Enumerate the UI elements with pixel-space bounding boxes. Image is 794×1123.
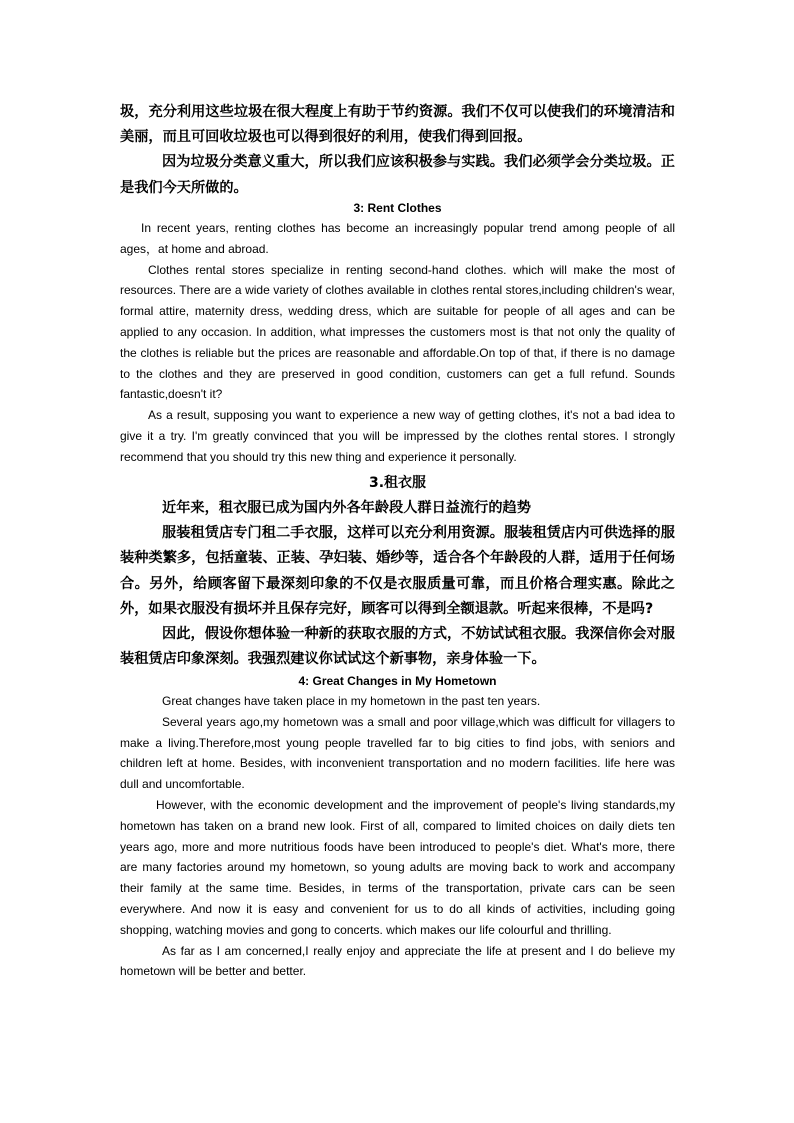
paragraph: Clothes rental stores specialize in renting second-hand clothes. which will make the most of resources. There are a wide variety of clothes available in clothes rental stores,including children's wear, formal attire, maternity dress, wedding dress, which are suitable for people of all ages and can be applied to any occasion. In addition, what impresses the customers most is that not only the quality of the clothes is reliable but the prices are reasonable and affordable.On top of that, if there is no damage to the clothes and they are preserved in good condition, customers can get a full refund. Sounds fantastic,doesn't it? bbox=[120, 262, 675, 402]
paragraph: In recent years, renting clothes has become an increasingly popular trend among people of all ages，at home and abroad. bbox=[120, 221, 675, 256]
paragraph: However, with the economic development and the improvement of people's living standards,my hometown has taken on a brand new look. First of all, compared to limited choices on daily diets ten years ago, more and more nutritious foods have been introduced to people's diet. What's more, there are many factories around my hometown, so young adults are moving back to work and accompany their family at the same time. Besides, in terms of the transportation, private cars can be seen everywhere. And now it is easy and convenient for us to do all kinds of activities, including going shopping, watching movies and gong to concerts. which makes our life colourful and thrilling. bbox=[120, 797, 675, 937]
section-heading-rent-clothes-cn: 3.租衣服 bbox=[368, 475, 427, 491]
paragraph: Great changes have taken place in my hometown in the past ten years. bbox=[162, 694, 541, 708]
paragraph: 服装租赁店专门租二手衣服，这样可以充分利用资源。服装租赁店内可供选择的服装种类繁多，包括童装、正装、孕妇装、婚纱等，适合各个年龄段的人群，适用于任何场合。另外，给顾客留下最深刻印象的不仅是衣服质量可靠，而且价格合理实惠。除此之外，如果衣服没有损坏并且保存完好，顾客可以得到全额退款。听起来很棒，不是吗? bbox=[120, 525, 675, 617]
section-heading-great-changes: 4: Great Changes in My Hometown bbox=[298, 674, 497, 688]
rent-clothes-en-section bbox=[120, 218, 675, 468]
paragraph: Several years ago,my hometown was a small and poor village,which was difficult for villagers to make a living.Therefore,most young people travelled far to big cities to find jobs, with seniors and children left at home. Besides, with inconvenient transportation and no modern facilities. life here was dull and uncomfortable. bbox=[120, 714, 675, 792]
paragraph: 因此，假设你想体验一种新的获取衣服的方式，不妨试试租衣服。我深信你会对服装租赁店印象深刻。我强烈建议你试试这个新事物，亲身体验一下。 bbox=[120, 626, 675, 668]
paragraph: As far as I am concerned,I really enjoy and appreciate the life at present and I do believe my hometown will be better and better. bbox=[120, 943, 675, 979]
garbage-sorting-cn-section bbox=[120, 100, 675, 201]
paragraph: As a result, supposing you want to experience a new way of getting clothes, it's not a bad idea to give it a try. I'm greatly convinced that you will be impressed by the clothes rental stores. I strongly recommend that you should try this new thing and experience it personally. bbox=[120, 408, 675, 464]
great-changes-en-section bbox=[120, 691, 675, 982]
paragraph: 因为垃圾分类意义重大，所以我们应该积极参与实践。我们必须学会分类垃圾。正是我们今天所做的。 bbox=[120, 154, 675, 196]
paragraph: 圾，充分利用这些垃圾在很大程度上有助于节约资源。我们不仅可以使我们的环境清洁和美丽，而且可回收垃圾也可以得到很好的利用，使我们得到回报。 bbox=[120, 104, 675, 146]
paragraph: 近年来，租衣服已成为国内外各年龄段人群日益流行的趋势 bbox=[162, 500, 531, 516]
rent-clothes-cn-section bbox=[120, 496, 675, 672]
section-heading-rent-clothes: 3: Rent Clothes bbox=[353, 201, 442, 215]
